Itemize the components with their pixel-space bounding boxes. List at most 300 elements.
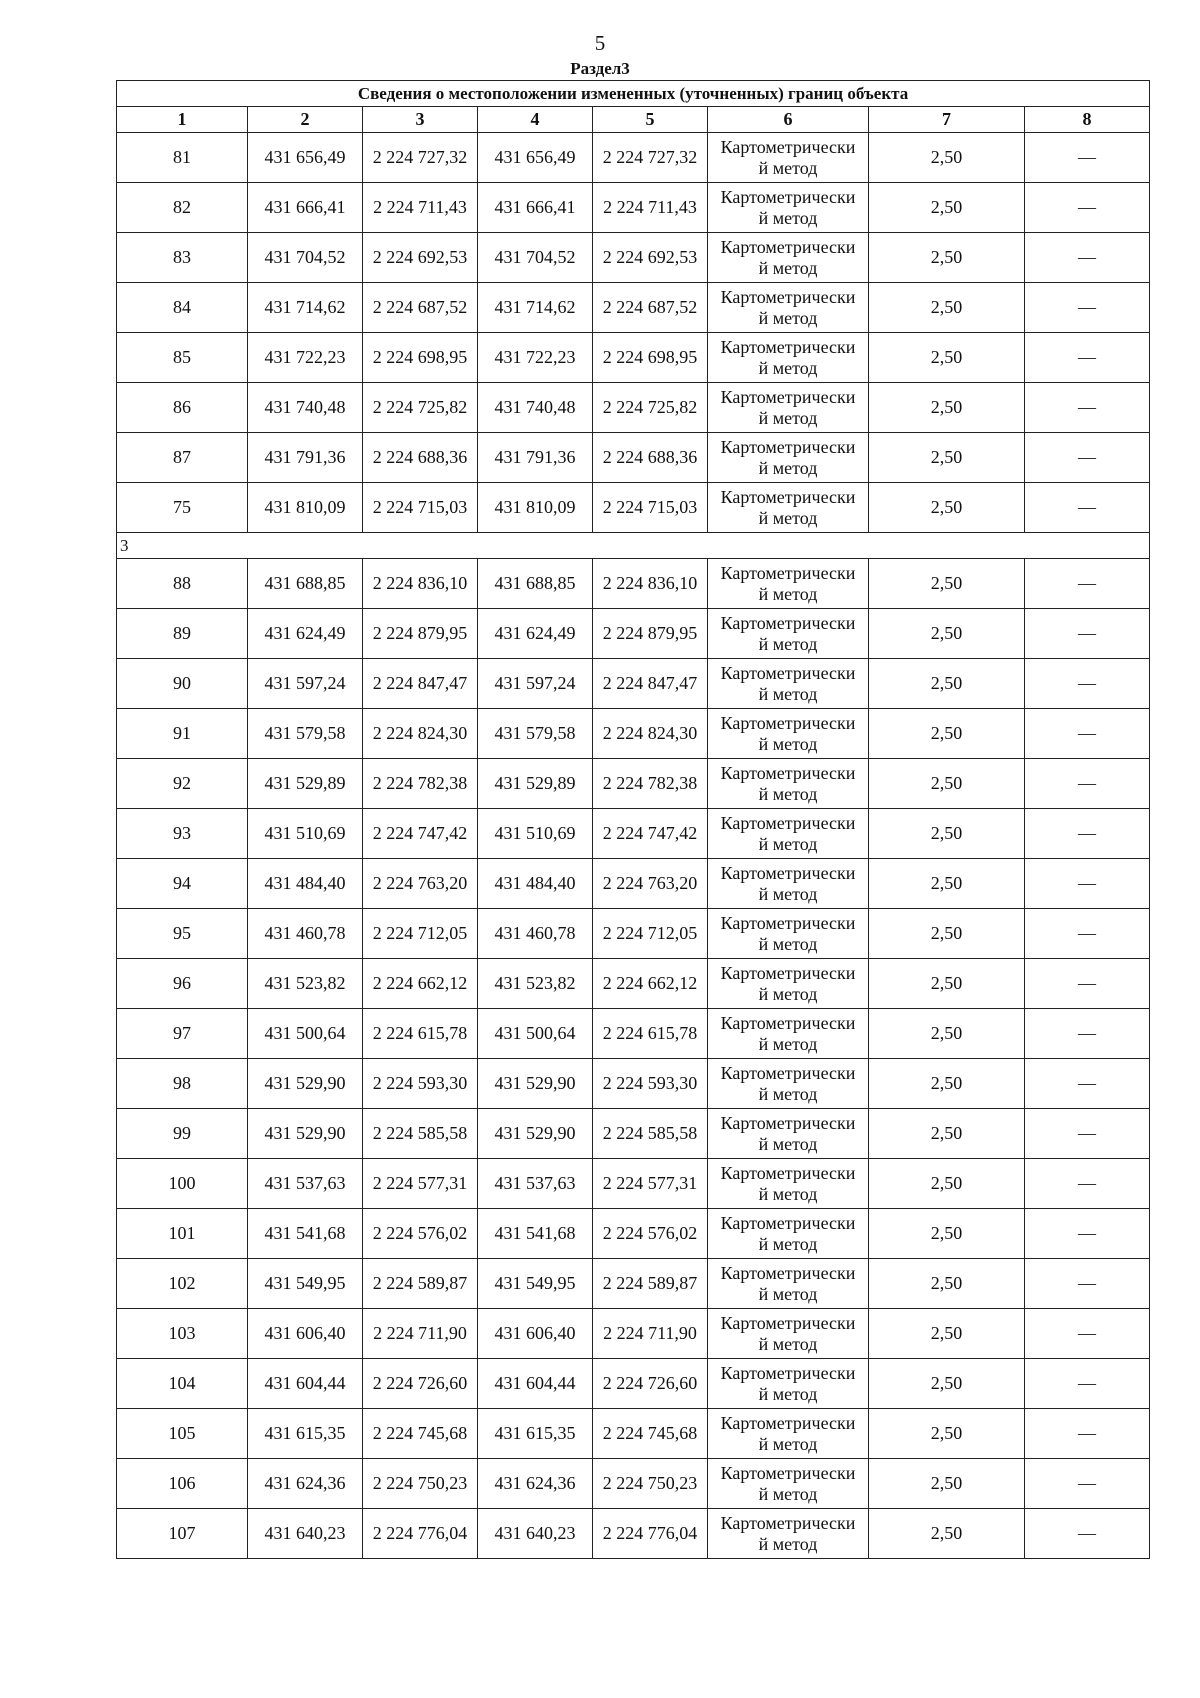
method-cell	[708, 133, 869, 183]
method-cell	[708, 1359, 869, 1409]
description-cell: —	[1025, 1259, 1150, 1309]
y-existing-cell: 2 224 589,87	[363, 1259, 478, 1309]
method-line: Картометрически	[720, 136, 856, 157]
method-line: й метод	[758, 507, 818, 528]
description-cell: —	[1025, 283, 1150, 333]
column-number: 6	[708, 107, 869, 133]
point-number-cell: 103	[117, 1309, 248, 1359]
x-existing-cell: 431 791,36	[248, 433, 363, 483]
method-line: Картометрически	[720, 436, 856, 457]
x-existing-cell: 431 579,58	[248, 709, 363, 759]
method-line: Картометрически	[720, 186, 856, 207]
y-existing-cell: 2 224 847,47	[363, 659, 478, 709]
method-line: Картометрически	[720, 562, 856, 583]
y-new-cell: 2 224 593,30	[593, 1059, 708, 1109]
y-existing-cell: 2 224 712,05	[363, 909, 478, 959]
method-line: Картометрически	[720, 1412, 856, 1433]
y-new-cell: 2 224 688,36	[593, 433, 708, 483]
table-row	[117, 483, 1150, 533]
x-new-cell: 431 529,90	[478, 1059, 593, 1109]
x-existing-cell: 431 740,48	[248, 383, 363, 433]
description-cell: —	[1025, 1459, 1150, 1509]
x-new-cell: 431 529,90	[478, 1109, 593, 1159]
y-existing-cell: 2 224 687,52	[363, 283, 478, 333]
table-row	[117, 1159, 1150, 1209]
method-line: Картометрически	[720, 762, 856, 783]
y-new-cell: 2 224 589,87	[593, 1259, 708, 1309]
description-cell: —	[1025, 609, 1150, 659]
contour-label: 3	[117, 533, 1150, 559]
method-line: й метод	[758, 1183, 818, 1204]
y-new-cell: 2 224 712,05	[593, 909, 708, 959]
point-number-cell: 101	[117, 1209, 248, 1259]
y-existing-cell: 2 224 698,95	[363, 333, 478, 383]
method-cell	[708, 1309, 869, 1359]
method-cell	[708, 483, 869, 533]
y-existing-cell: 2 224 715,03	[363, 483, 478, 533]
accuracy-cell: 2,50	[869, 559, 1025, 609]
accuracy-cell: 2,50	[869, 1509, 1025, 1559]
method-line: й метод	[758, 1433, 818, 1454]
x-new-cell: 431 810,09	[478, 483, 593, 533]
method-line: й метод	[758, 683, 818, 704]
accuracy-cell: 2,50	[869, 1159, 1025, 1209]
y-new-cell: 2 224 727,32	[593, 133, 708, 183]
x-existing-cell: 431 615,35	[248, 1409, 363, 1459]
point-number-cell: 86	[117, 383, 248, 433]
point-number-cell: 87	[117, 433, 248, 483]
x-new-cell: 431 640,23	[478, 1509, 593, 1559]
x-existing-cell: 431 714,62	[248, 283, 363, 333]
table-row	[117, 133, 1150, 183]
description-cell: —	[1025, 859, 1150, 909]
y-existing-cell: 2 224 763,20	[363, 859, 478, 909]
accuracy-cell: 2,50	[869, 1459, 1025, 1509]
method-line: Картометрически	[720, 962, 856, 983]
method-line: й метод	[758, 1033, 818, 1054]
point-number-cell: 85	[117, 333, 248, 383]
method-cell	[708, 909, 869, 959]
y-existing-cell: 2 224 750,23	[363, 1459, 478, 1509]
description-cell: —	[1025, 1159, 1150, 1209]
description-cell: —	[1025, 659, 1150, 709]
table-row	[117, 759, 1150, 809]
method-line: й метод	[758, 307, 818, 328]
method-cell	[708, 1059, 869, 1109]
description-cell: —	[1025, 759, 1150, 809]
method-line: Картометрически	[720, 912, 856, 933]
method-line: Картометрически	[720, 236, 856, 257]
method-cell	[708, 809, 869, 859]
method-line: Картометрически	[720, 1512, 856, 1533]
point-number-cell: 91	[117, 709, 248, 759]
column-number: 2	[248, 107, 363, 133]
method-line: й метод	[758, 583, 818, 604]
method-cell	[708, 959, 869, 1009]
table-row	[117, 1509, 1150, 1559]
column-number-row	[117, 107, 1150, 133]
contour-group-row	[117, 533, 1150, 559]
accuracy-cell: 2,50	[869, 709, 1025, 759]
method-line: Картометрически	[720, 1262, 856, 1283]
x-new-cell: 431 529,89	[478, 759, 593, 809]
method-line: й метод	[758, 1483, 818, 1504]
point-number-cell: 93	[117, 809, 248, 859]
x-new-cell: 431 537,63	[478, 1159, 593, 1209]
accuracy-cell: 2,50	[869, 659, 1025, 709]
accuracy-cell: 2,50	[869, 1209, 1025, 1259]
method-line: й метод	[758, 1233, 818, 1254]
point-number-cell: 99	[117, 1109, 248, 1159]
x-existing-cell: 431 688,85	[248, 559, 363, 609]
method-line: Картометрически	[720, 862, 856, 883]
method-cell	[708, 1259, 869, 1309]
coordinates-table	[116, 80, 1150, 1559]
x-existing-cell: 431 624,49	[248, 609, 363, 659]
description-cell: —	[1025, 433, 1150, 483]
method-cell	[708, 1509, 869, 1559]
description-cell: —	[1025, 483, 1150, 533]
y-existing-cell: 2 224 725,82	[363, 383, 478, 433]
point-number-cell: 106	[117, 1459, 248, 1509]
method-cell	[708, 1009, 869, 1059]
table-row	[117, 1359, 1150, 1409]
method-line: й метод	[758, 207, 818, 228]
accuracy-cell: 2,50	[869, 1109, 1025, 1159]
method-line: Картометрически	[720, 662, 856, 683]
accuracy-cell: 2,50	[869, 1309, 1025, 1359]
table-row	[117, 1459, 1150, 1509]
description-cell: —	[1025, 1409, 1150, 1459]
method-line: й метод	[758, 933, 818, 954]
section-title: Раздел3	[570, 59, 630, 78]
description-cell: —	[1025, 1109, 1150, 1159]
method-cell	[708, 1159, 869, 1209]
method-line: Картометрически	[720, 486, 856, 507]
y-new-cell: 2 224 750,23	[593, 1459, 708, 1509]
method-line: Картометрически	[720, 1112, 856, 1133]
page-number: 5	[594, 31, 606, 55]
point-number-cell: 98	[117, 1059, 248, 1109]
table-row	[117, 1309, 1150, 1359]
description-cell: —	[1025, 1509, 1150, 1559]
method-line: й метод	[758, 457, 818, 478]
accuracy-cell: 2,50	[869, 859, 1025, 909]
x-existing-cell: 431 597,24	[248, 659, 363, 709]
point-number-cell: 105	[117, 1409, 248, 1459]
x-existing-cell: 431 666,41	[248, 183, 363, 233]
y-existing-cell: 2 224 585,58	[363, 1109, 478, 1159]
method-cell	[708, 383, 869, 433]
y-existing-cell: 2 224 782,38	[363, 759, 478, 809]
description-cell: —	[1025, 1009, 1150, 1059]
point-number-cell: 82	[117, 183, 248, 233]
x-new-cell: 431 541,68	[478, 1209, 593, 1259]
method-cell	[708, 1409, 869, 1459]
accuracy-cell: 2,50	[869, 1359, 1025, 1409]
point-number-cell: 92	[117, 759, 248, 809]
table-row	[117, 333, 1150, 383]
accuracy-cell: 2,50	[869, 233, 1025, 283]
x-new-cell: 431 666,41	[478, 183, 593, 233]
y-new-cell: 2 224 726,60	[593, 1359, 708, 1409]
method-line: й метод	[758, 833, 818, 854]
x-existing-cell: 431 541,68	[248, 1209, 363, 1259]
table-row	[117, 909, 1150, 959]
table-row	[117, 709, 1150, 759]
accuracy-cell: 2,50	[869, 1409, 1025, 1459]
y-new-cell: 2 224 725,82	[593, 383, 708, 433]
y-new-cell: 2 224 782,38	[593, 759, 708, 809]
method-line: Картометрически	[720, 286, 856, 307]
y-new-cell: 2 224 711,90	[593, 1309, 708, 1359]
method-line: й метод	[758, 257, 818, 278]
method-line: Картометрически	[720, 386, 856, 407]
method-line: й метод	[758, 633, 818, 654]
point-number-cell: 97	[117, 1009, 248, 1059]
x-existing-cell: 431 500,64	[248, 1009, 363, 1059]
method-line: Картометрически	[720, 1212, 856, 1233]
description-cell: —	[1025, 559, 1150, 609]
description-cell: —	[1025, 909, 1150, 959]
description-cell: —	[1025, 1359, 1150, 1409]
y-existing-cell: 2 224 577,31	[363, 1159, 478, 1209]
description-cell: —	[1025, 709, 1150, 759]
method-line: й метод	[758, 1083, 818, 1104]
table-row	[117, 433, 1150, 483]
method-cell	[708, 233, 869, 283]
y-new-cell: 2 224 879,95	[593, 609, 708, 659]
x-existing-cell: 431 549,95	[248, 1259, 363, 1309]
method-line: Картометрически	[720, 1062, 856, 1083]
table-row	[117, 809, 1150, 859]
x-new-cell: 431 606,40	[478, 1309, 593, 1359]
point-number-cell: 102	[117, 1259, 248, 1309]
x-existing-cell: 431 640,23	[248, 1509, 363, 1559]
y-new-cell: 2 224 747,42	[593, 809, 708, 859]
method-line: й метод	[758, 157, 818, 178]
column-number: 7	[869, 107, 1025, 133]
accuracy-cell: 2,50	[869, 433, 1025, 483]
method-cell	[708, 659, 869, 709]
table-row	[117, 1059, 1150, 1109]
description-cell: —	[1025, 233, 1150, 283]
y-new-cell: 2 224 687,52	[593, 283, 708, 333]
y-new-cell: 2 224 847,47	[593, 659, 708, 709]
y-new-cell: 2 224 763,20	[593, 859, 708, 909]
point-number-cell: 100	[117, 1159, 248, 1209]
x-existing-cell: 431 510,69	[248, 809, 363, 859]
accuracy-cell: 2,50	[869, 283, 1025, 333]
description-cell: —	[1025, 383, 1150, 433]
x-new-cell: 431 460,78	[478, 909, 593, 959]
accuracy-cell: 2,50	[869, 333, 1025, 383]
method-cell	[708, 1459, 869, 1509]
description-cell: —	[1025, 959, 1150, 1009]
description-cell: —	[1025, 183, 1150, 233]
y-new-cell: 2 224 585,58	[593, 1109, 708, 1159]
x-existing-cell: 431 460,78	[248, 909, 363, 959]
point-number-cell: 95	[117, 909, 248, 959]
y-new-cell: 2 224 692,53	[593, 233, 708, 283]
method-cell	[708, 283, 869, 333]
point-number-cell: 88	[117, 559, 248, 609]
column-number: 4	[478, 107, 593, 133]
table-row	[117, 1409, 1150, 1459]
x-new-cell: 431 523,82	[478, 959, 593, 1009]
table-row	[117, 383, 1150, 433]
table-row	[117, 1209, 1150, 1259]
x-existing-cell: 431 529,89	[248, 759, 363, 809]
point-number-cell: 96	[117, 959, 248, 1009]
y-existing-cell: 2 224 726,60	[363, 1359, 478, 1409]
method-cell	[708, 333, 869, 383]
method-line: й метод	[758, 1133, 818, 1154]
table-caption-row	[117, 81, 1150, 107]
method-line: й метод	[758, 983, 818, 1004]
table-row	[117, 183, 1150, 233]
point-number-cell: 104	[117, 1359, 248, 1409]
method-line: Картометрически	[720, 1362, 856, 1383]
y-new-cell: 2 224 698,95	[593, 333, 708, 383]
point-number-cell: 81	[117, 133, 248, 183]
column-number: 1	[117, 107, 248, 133]
method-line: Картометрически	[720, 1162, 856, 1183]
description-cell: —	[1025, 133, 1150, 183]
method-cell	[708, 1109, 869, 1159]
x-existing-cell: 431 537,63	[248, 1159, 363, 1209]
x-new-cell: 431 597,24	[478, 659, 593, 709]
accuracy-cell: 2,50	[869, 1009, 1025, 1059]
column-number: 5	[593, 107, 708, 133]
x-new-cell: 431 704,52	[478, 233, 593, 283]
x-existing-cell: 431 704,52	[248, 233, 363, 283]
y-existing-cell: 2 224 836,10	[363, 559, 478, 609]
table-row	[117, 1109, 1150, 1159]
y-new-cell: 2 224 711,43	[593, 183, 708, 233]
column-number: 8	[1025, 107, 1150, 133]
y-existing-cell: 2 224 776,04	[363, 1509, 478, 1559]
method-cell	[708, 759, 869, 809]
point-number-cell: 75	[117, 483, 248, 533]
method-line: й метод	[758, 1533, 818, 1554]
y-existing-cell: 2 224 615,78	[363, 1009, 478, 1059]
y-new-cell: 2 224 662,12	[593, 959, 708, 1009]
accuracy-cell: 2,50	[869, 609, 1025, 659]
x-new-cell: 431 500,64	[478, 1009, 593, 1059]
accuracy-cell: 2,50	[869, 759, 1025, 809]
x-new-cell: 431 740,48	[478, 383, 593, 433]
y-existing-cell: 2 224 711,90	[363, 1309, 478, 1359]
x-new-cell: 431 579,58	[478, 709, 593, 759]
method-line: й метод	[758, 1383, 818, 1404]
point-number-cell: 90	[117, 659, 248, 709]
description-cell: —	[1025, 333, 1150, 383]
y-existing-cell: 2 224 576,02	[363, 1209, 478, 1259]
method-line: Картометрически	[720, 612, 856, 633]
point-number-cell: 89	[117, 609, 248, 659]
accuracy-cell: 2,50	[869, 1059, 1025, 1109]
x-new-cell: 431 688,85	[478, 559, 593, 609]
method-line: Картометрически	[720, 712, 856, 733]
y-new-cell: 2 224 615,78	[593, 1009, 708, 1059]
table-row	[117, 959, 1150, 1009]
x-new-cell: 431 484,40	[478, 859, 593, 909]
x-new-cell: 431 714,62	[478, 283, 593, 333]
description-cell: —	[1025, 809, 1150, 859]
x-existing-cell: 431 604,44	[248, 1359, 363, 1409]
x-existing-cell: 431 606,40	[248, 1309, 363, 1359]
x-new-cell: 431 722,23	[478, 333, 593, 383]
table-row	[117, 659, 1150, 709]
x-new-cell: 431 656,49	[478, 133, 593, 183]
column-number: 3	[363, 107, 478, 133]
y-new-cell: 2 224 776,04	[593, 1509, 708, 1559]
table-row	[117, 283, 1150, 333]
method-line: Картометрически	[720, 336, 856, 357]
table-body	[117, 133, 1150, 1559]
x-existing-cell: 431 722,23	[248, 333, 363, 383]
y-new-cell: 2 224 576,02	[593, 1209, 708, 1259]
table-row	[117, 609, 1150, 659]
method-line: й метод	[758, 407, 818, 428]
x-new-cell: 431 604,44	[478, 1359, 593, 1409]
y-existing-cell: 2 224 824,30	[363, 709, 478, 759]
method-cell	[708, 183, 869, 233]
table-row	[117, 233, 1150, 283]
table-caption: Сведения о местоположении измененных (уточненных) границ объекта	[117, 81, 1150, 107]
x-existing-cell: 431 656,49	[248, 133, 363, 183]
accuracy-cell: 2,50	[869, 383, 1025, 433]
method-line: й метод	[758, 1333, 818, 1354]
method-cell	[708, 709, 869, 759]
table-row	[117, 1009, 1150, 1059]
method-line: й метод	[758, 783, 818, 804]
x-new-cell: 431 615,35	[478, 1409, 593, 1459]
x-new-cell: 431 549,95	[478, 1259, 593, 1309]
method-line: й метод	[758, 357, 818, 378]
description-cell: —	[1025, 1209, 1150, 1259]
method-line: Картометрически	[720, 812, 856, 833]
y-new-cell: 2 224 745,68	[593, 1409, 708, 1459]
y-existing-cell: 2 224 745,68	[363, 1409, 478, 1459]
accuracy-cell: 2,50	[869, 183, 1025, 233]
y-existing-cell: 2 224 879,95	[363, 609, 478, 659]
method-cell	[708, 859, 869, 909]
method-cell	[708, 1209, 869, 1259]
method-line: Картометрически	[720, 1312, 856, 1333]
x-existing-cell: 431 529,90	[248, 1109, 363, 1159]
point-number-cell: 107	[117, 1509, 248, 1559]
method-line: й метод	[758, 883, 818, 904]
y-new-cell: 2 224 577,31	[593, 1159, 708, 1209]
accuracy-cell: 2,50	[869, 1259, 1025, 1309]
table-row	[117, 1259, 1150, 1309]
y-existing-cell: 2 224 747,42	[363, 809, 478, 859]
accuracy-cell: 2,50	[869, 483, 1025, 533]
y-existing-cell: 2 224 727,32	[363, 133, 478, 183]
x-existing-cell: 431 810,09	[248, 483, 363, 533]
method-line: й метод	[758, 733, 818, 754]
y-new-cell: 2 224 824,30	[593, 709, 708, 759]
accuracy-cell: 2,50	[869, 809, 1025, 859]
x-existing-cell: 431 484,40	[248, 859, 363, 909]
accuracy-cell: 2,50	[869, 133, 1025, 183]
y-existing-cell: 2 224 711,43	[363, 183, 478, 233]
x-new-cell: 431 624,36	[478, 1459, 593, 1509]
method-line: Картометрически	[720, 1012, 856, 1033]
point-number-cell: 94	[117, 859, 248, 909]
